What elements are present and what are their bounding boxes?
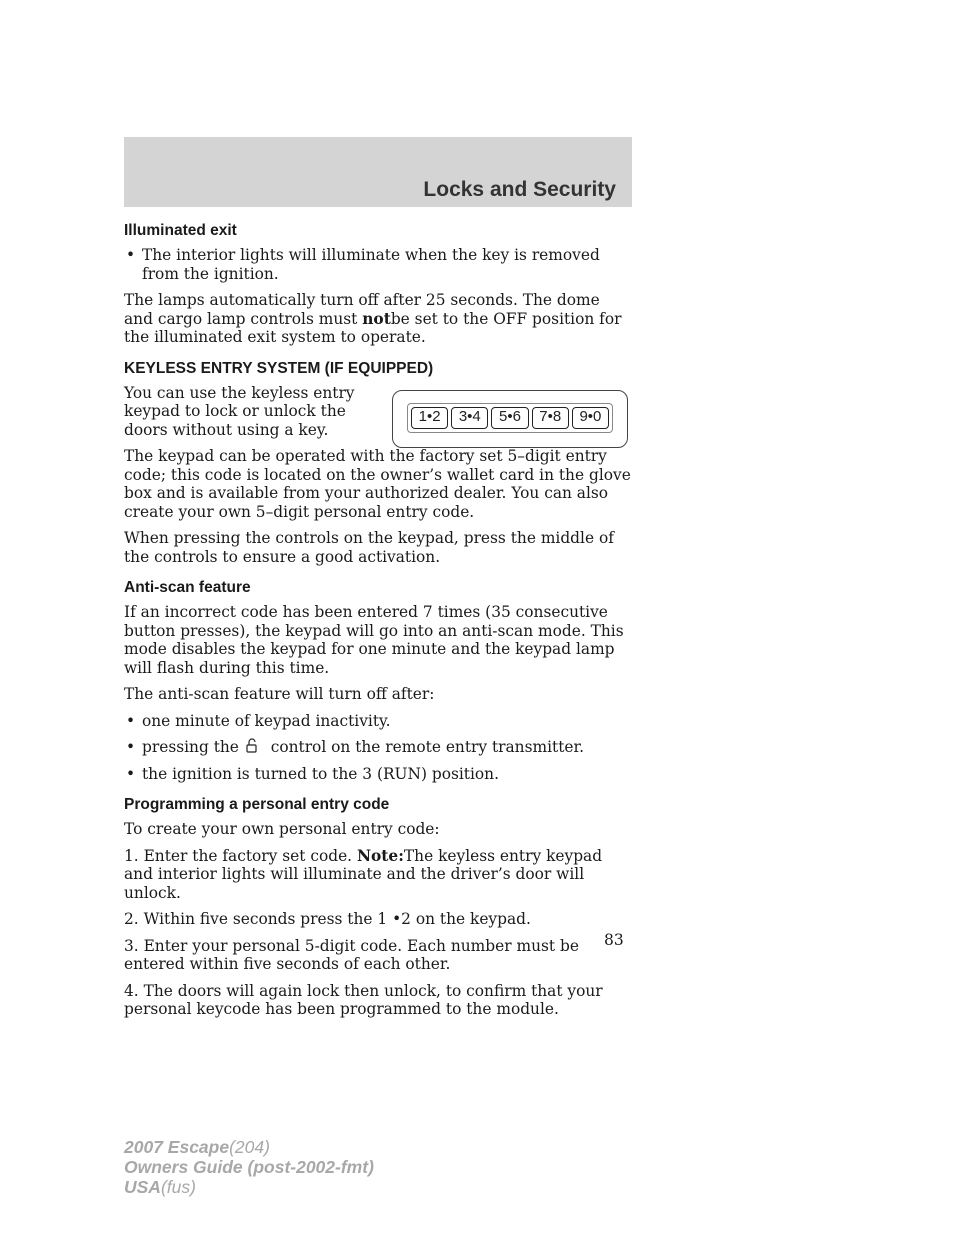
footer-code: (fus) — [160, 1177, 196, 1197]
paragraph-text: The lamps automatically turn off after 25 seconds. The dome and cargo lamp controls must — [124, 291, 600, 328]
list-item — [124, 765, 632, 784]
list-item — [124, 738, 632, 757]
anti-scan-heading: Anti-scan feature — [124, 579, 251, 596]
paragraph-text: be set to the OFF position for the illuminated exit system to operate. — [124, 309, 622, 346]
footer-code: (204) — [229, 1137, 270, 1157]
footer-line: Owners Guide (post-2002-fmt) — [124, 1157, 374, 1177]
section-title: Locks and Security — [423, 178, 616, 201]
illuminated-exit-heading: Illuminated exit — [124, 222, 237, 239]
footer-line — [124, 1137, 374, 1157]
keypad-key-1-2: 1•2 — [411, 407, 448, 429]
bullet-icon: • — [126, 738, 136, 756]
list-item — [124, 246, 632, 283]
keypad-section — [124, 384, 632, 440]
footer-model: 2007 Escape — [124, 1137, 230, 1157]
step-2: 2. Within five seconds press the 1 •2 on the keypad. — [124, 910, 531, 928]
list-item-text: The interior lights will illuminate when the key is removed from the ignition. — [142, 246, 600, 283]
paragraph — [124, 447, 632, 521]
note-label: Note: — [356, 846, 404, 865]
document-footer — [124, 1137, 374, 1197]
bullet-icon: • — [126, 711, 136, 730]
section-header-band — [124, 137, 632, 207]
keypad-key-3-4: 3•4 — [451, 407, 488, 429]
list-item-text: control on the remote entry transmitter. — [270, 738, 585, 756]
keypad-key-5-6: 5•6 — [491, 407, 528, 429]
paragraph: If an incorrect code has been entered 7 times (35 consecutive button presses), the keypad will go into an anti-scan mode. This mode disables the keypad for one minute and the keypad lamp will flash during this time. — [124, 603, 624, 677]
keypad-key-9-0: 9•0 — [572, 407, 609, 429]
list-item-text: pressing the — [142, 738, 239, 756]
list-item — [124, 712, 632, 731]
step-text: 1. Enter the factory set code. — [124, 846, 357, 865]
step-text: The keyless entry keypad and interior lights will illuminate and the driver’s door will unlock. — [124, 846, 603, 902]
footer-line — [124, 1177, 374, 1197]
list-item-text: the ignition is turned to the 3 (RUN) position. — [142, 764, 499, 783]
paragraph: When pressing the controls on the keypad, press the middle of the controls to ensure a good activation. — [124, 529, 614, 566]
bold-text: not — [362, 309, 391, 328]
keyless-entry-heading: KEYLESS ENTRY SYSTEM (IF EQUIPPED) — [124, 359, 434, 377]
bullet-icon: • — [126, 764, 136, 783]
step-4: 4. The doors will again lock then unlock, to confirm that your personal keycode has been programmed to the module. — [124, 981, 603, 1018]
list-item-text: one minute of keypad inactivity. — [142, 711, 391, 730]
paragraph-text: The keypad can be operated with the factory set 5–digit entry code; this code is located on the owner’s wallet card in the glove box and is available from your authorized dealer. You can also create your own 5–digit personal entry code. — [124, 447, 631, 521]
unlock-icon — [246, 738, 264, 754]
page-number: 83 — [604, 931, 624, 949]
step-1 — [124, 847, 632, 903]
paragraph — [124, 291, 632, 347]
programming-heading: Programming a personal entry code — [124, 796, 390, 813]
page-content — [124, 221, 632, 1027]
keypad-buttons — [407, 403, 613, 433]
footer-market: USA — [124, 1177, 161, 1197]
keypad-illustration — [392, 390, 628, 448]
keypad-key-7-8: 7•8 — [532, 407, 569, 429]
step-3: 3. Enter your personal 5-digit code. Each number must be entered within five seconds of each other. — [124, 936, 579, 973]
paragraph: To create your own personal entry code: — [124, 820, 440, 838]
paragraph: You can use the keyless entry keypad to lock or unlock the doors without using a key. — [124, 383, 355, 439]
bullet-icon: • — [126, 246, 136, 264]
paragraph: The anti-scan feature will turn off after: — [124, 685, 435, 703]
